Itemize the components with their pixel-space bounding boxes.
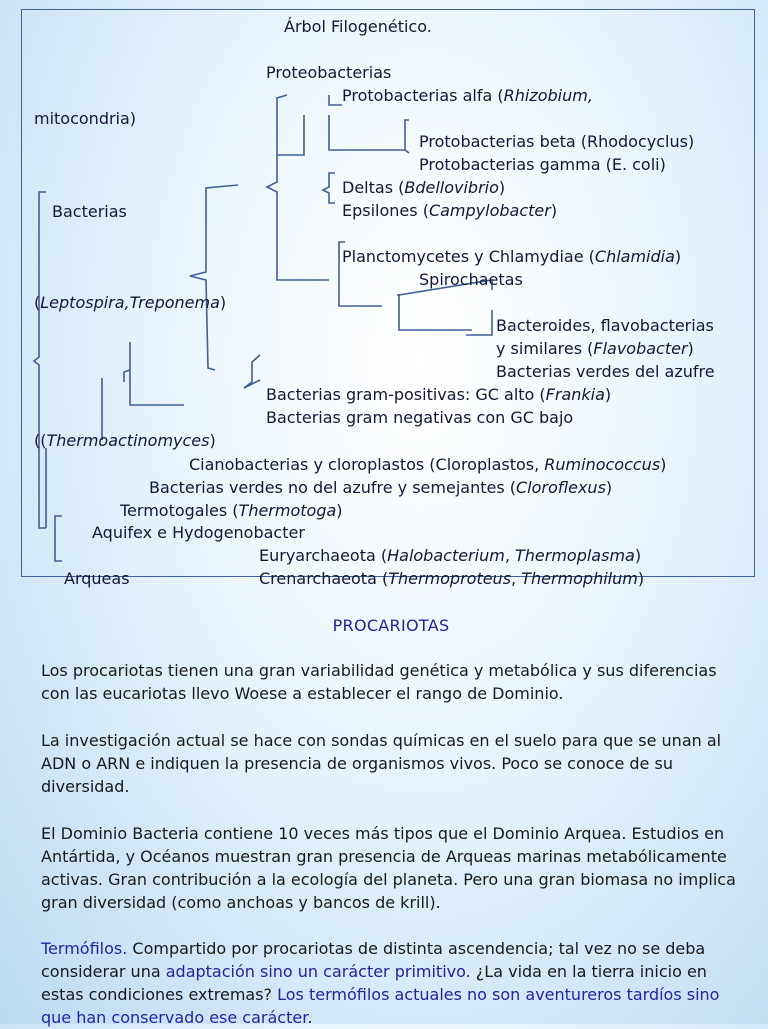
beta-bracket [329, 115, 405, 150]
tree-label-part: Bacterias gram negativas con GC bajo [266, 408, 574, 427]
tree-label-part: ) [498, 178, 506, 197]
thermophiles-highlight-2: Los termófilos actuales no son aventureros tardíos sino que han conservado ese carácter [41, 985, 720, 1027]
tree-label-part: ) [687, 339, 694, 358]
paragraph-thermophiles [41, 937, 741, 1029]
tree-label-part: Thermoproteus [388, 569, 512, 588]
paragraph-research: La investigación actual se hace con sondas químicas en el suelo para que se unan al ADN o ARN e indiquen la presencia de organismos vivos. Poco se conoce de su diversidad. [41, 731, 722, 796]
thermophiles-term: Termófilos. [41, 939, 128, 958]
tree-label-gamma [419, 155, 666, 175]
tree-label-part: ) [604, 385, 612, 404]
tree-label-part: Bacterias [52, 202, 127, 221]
tree-label-gram-pos [266, 385, 611, 405]
tree-label-part: , [504, 546, 515, 565]
tree-label-euryarchaeota [259, 546, 641, 566]
tree-title: Árbol Filogenético. [284, 17, 432, 36]
tree-label-verdes-no-azufre [149, 478, 612, 498]
tree-label-epsilones [342, 201, 557, 221]
tree-label-part: , [511, 569, 522, 588]
tree-label-part: Protobacterias gamma (E. coli) [419, 155, 666, 174]
tree-label-part: Termotogales ( [120, 501, 239, 520]
tree-label-part: Flavobacter [593, 339, 688, 358]
tree-label-part: Cloroflexus [516, 478, 606, 497]
thermophiles-text-3: . [307, 1008, 313, 1027]
tree-label-part: Planctomycetes y Chlamydiae ( [342, 247, 595, 266]
paragraph-variability: Los procariotas tienen una gran variabilidad genética y metabólica y sus diferencias con las eucariotas llevo Woese a establecer el rango de Dominio. [41, 661, 717, 703]
tree-label-part: Ruminococcus [544, 455, 661, 474]
tree-label-part: Aquifex e Hydogenobacter [92, 523, 305, 542]
tree-label-part: Epsilones ( [342, 201, 429, 220]
tree-label-part: ) [674, 247, 682, 266]
tree-label-part: ) [209, 431, 216, 450]
tree-label-part: Chlamidia [594, 247, 675, 266]
tree-label-part: Protobacterias alfa ( [342, 86, 504, 105]
tree-label-part: Halobacterium [387, 546, 505, 565]
tree-label-verdes-azufre [496, 362, 715, 382]
tree-label-planctomycetes [342, 247, 681, 267]
spiro-bracket [397, 295, 472, 330]
tree-label-part: Bacteroides, flavobacterias [496, 316, 714, 335]
tree-label-bacterias [52, 202, 127, 222]
tree-label-gram-neg [266, 408, 573, 428]
tree-label-part: Proteobacterias [266, 63, 392, 82]
tree-label-part: Rhizobium, [503, 86, 593, 105]
tree-label-part: Bdellovibrio [404, 178, 499, 197]
thermophiles-text-2: ¿La vida en la tierra inicio en estas condiciones extremas? [41, 962, 707, 1004]
tree-label-part: y similares ( [496, 339, 594, 358]
alfa-line [277, 115, 304, 155]
tree-label-part: Crenarchaeota ( [259, 569, 389, 588]
arqueas-bracket [55, 516, 62, 561]
tree-label-proteobacterias [266, 63, 391, 83]
tree-label-part: Thermophilum [521, 569, 638, 588]
tree-label-similares [496, 339, 694, 359]
tree-label-part: Leptospira,Treponema [40, 293, 220, 312]
thermophiles-highlight-1: adaptación sino un carácter primitivo. [165, 962, 471, 981]
tree-label-part: mitocondria) [34, 109, 137, 128]
tree-label-part: Thermoplasma [514, 546, 635, 565]
tree-label-part: Frankia [545, 385, 605, 404]
tree-label-part: ) [550, 201, 558, 220]
tree-label-crenarchaeota [259, 569, 644, 589]
deltas-bracket [323, 173, 335, 203]
tree-label-part: ) [634, 546, 642, 565]
beta-small [405, 120, 409, 153]
tree-label-part: ) [637, 569, 645, 588]
phylogenetic-tree-panel [21, 9, 755, 588]
tree-label-part: Campylobacter [428, 201, 551, 220]
bacteria-bracket [190, 185, 238, 370]
tree-label-arqueas [64, 569, 130, 589]
tree-label-spirochaetas [419, 270, 523, 290]
tree-label-beta [419, 132, 694, 152]
lower-bracket-2 [124, 370, 130, 382]
tree-label-mitocondria [34, 109, 136, 129]
tree-label-part: ) [219, 293, 227, 312]
tree-label-part: Cianobacterias y cloroplastos (Cloroplastos, [189, 455, 545, 474]
tree-label-aquifex [92, 523, 305, 543]
proteobacteria-bracket [267, 95, 329, 280]
gram-pos-bracket [244, 355, 260, 388]
tree-label-thermoactino [34, 431, 216, 451]
tree-label-bacteroides [496, 316, 714, 336]
tree-label-cianobacterias [189, 455, 666, 475]
section-title: PROCARIOTAS [332, 616, 450, 635]
tree-label-part: Deltas ( [342, 178, 405, 197]
tree-label-part: Protobacterias beta (Rhodocyclus) [419, 132, 695, 151]
tree-label-part: Bacterias verdes no del azufre y semejantes ( [149, 478, 516, 497]
tree-label-part: ( [34, 293, 41, 312]
alfa-top [329, 95, 342, 105]
tree-label-part: Bacterias verdes del azufre [496, 362, 715, 381]
tree-label-part: ) [660, 455, 667, 474]
tree-label-leptospira [34, 293, 226, 313]
tree-label-part: Spirochaetas [419, 270, 523, 289]
tree-label-part: Euryarchaeota ( [259, 546, 388, 565]
tree-label-part: Thermoactinomyces [46, 431, 210, 450]
tree-label-deltas [342, 178, 505, 198]
root-bracket [34, 192, 46, 528]
tree-label-part: (( [34, 431, 47, 450]
bacteroides-bracket [466, 310, 492, 335]
tree-label-part: ) [336, 501, 343, 520]
tree-label-alfa [342, 86, 593, 106]
lower-bracket-1 [130, 342, 184, 405]
tree-label-part: Thermotoga [238, 501, 337, 520]
tree-label-part: Arqueas [64, 569, 130, 588]
tree-label-termotogales [120, 501, 343, 521]
paragraph-bacteria-domain: El Dominio Bacteria contiene 10 veces más tipos que el Dominio Arquea. Estudios en Antártida, y Océanos muestran gran presencia de Arqueas marinas metabólicamente activas. Gran contribución a la ecología del planeta. Pero una gran biomasa no implica gran diversidad (como anchoas y bancos de krill). [41, 824, 736, 912]
thermophiles-text-1: Compartido por procariotas de distinta ascendencia; tal vez no se deba considerar una [41, 939, 706, 981]
tree-label-part: ) [605, 478, 613, 497]
tree-label-part: Bacterias gram-positivas: GC alto ( [266, 385, 546, 404]
